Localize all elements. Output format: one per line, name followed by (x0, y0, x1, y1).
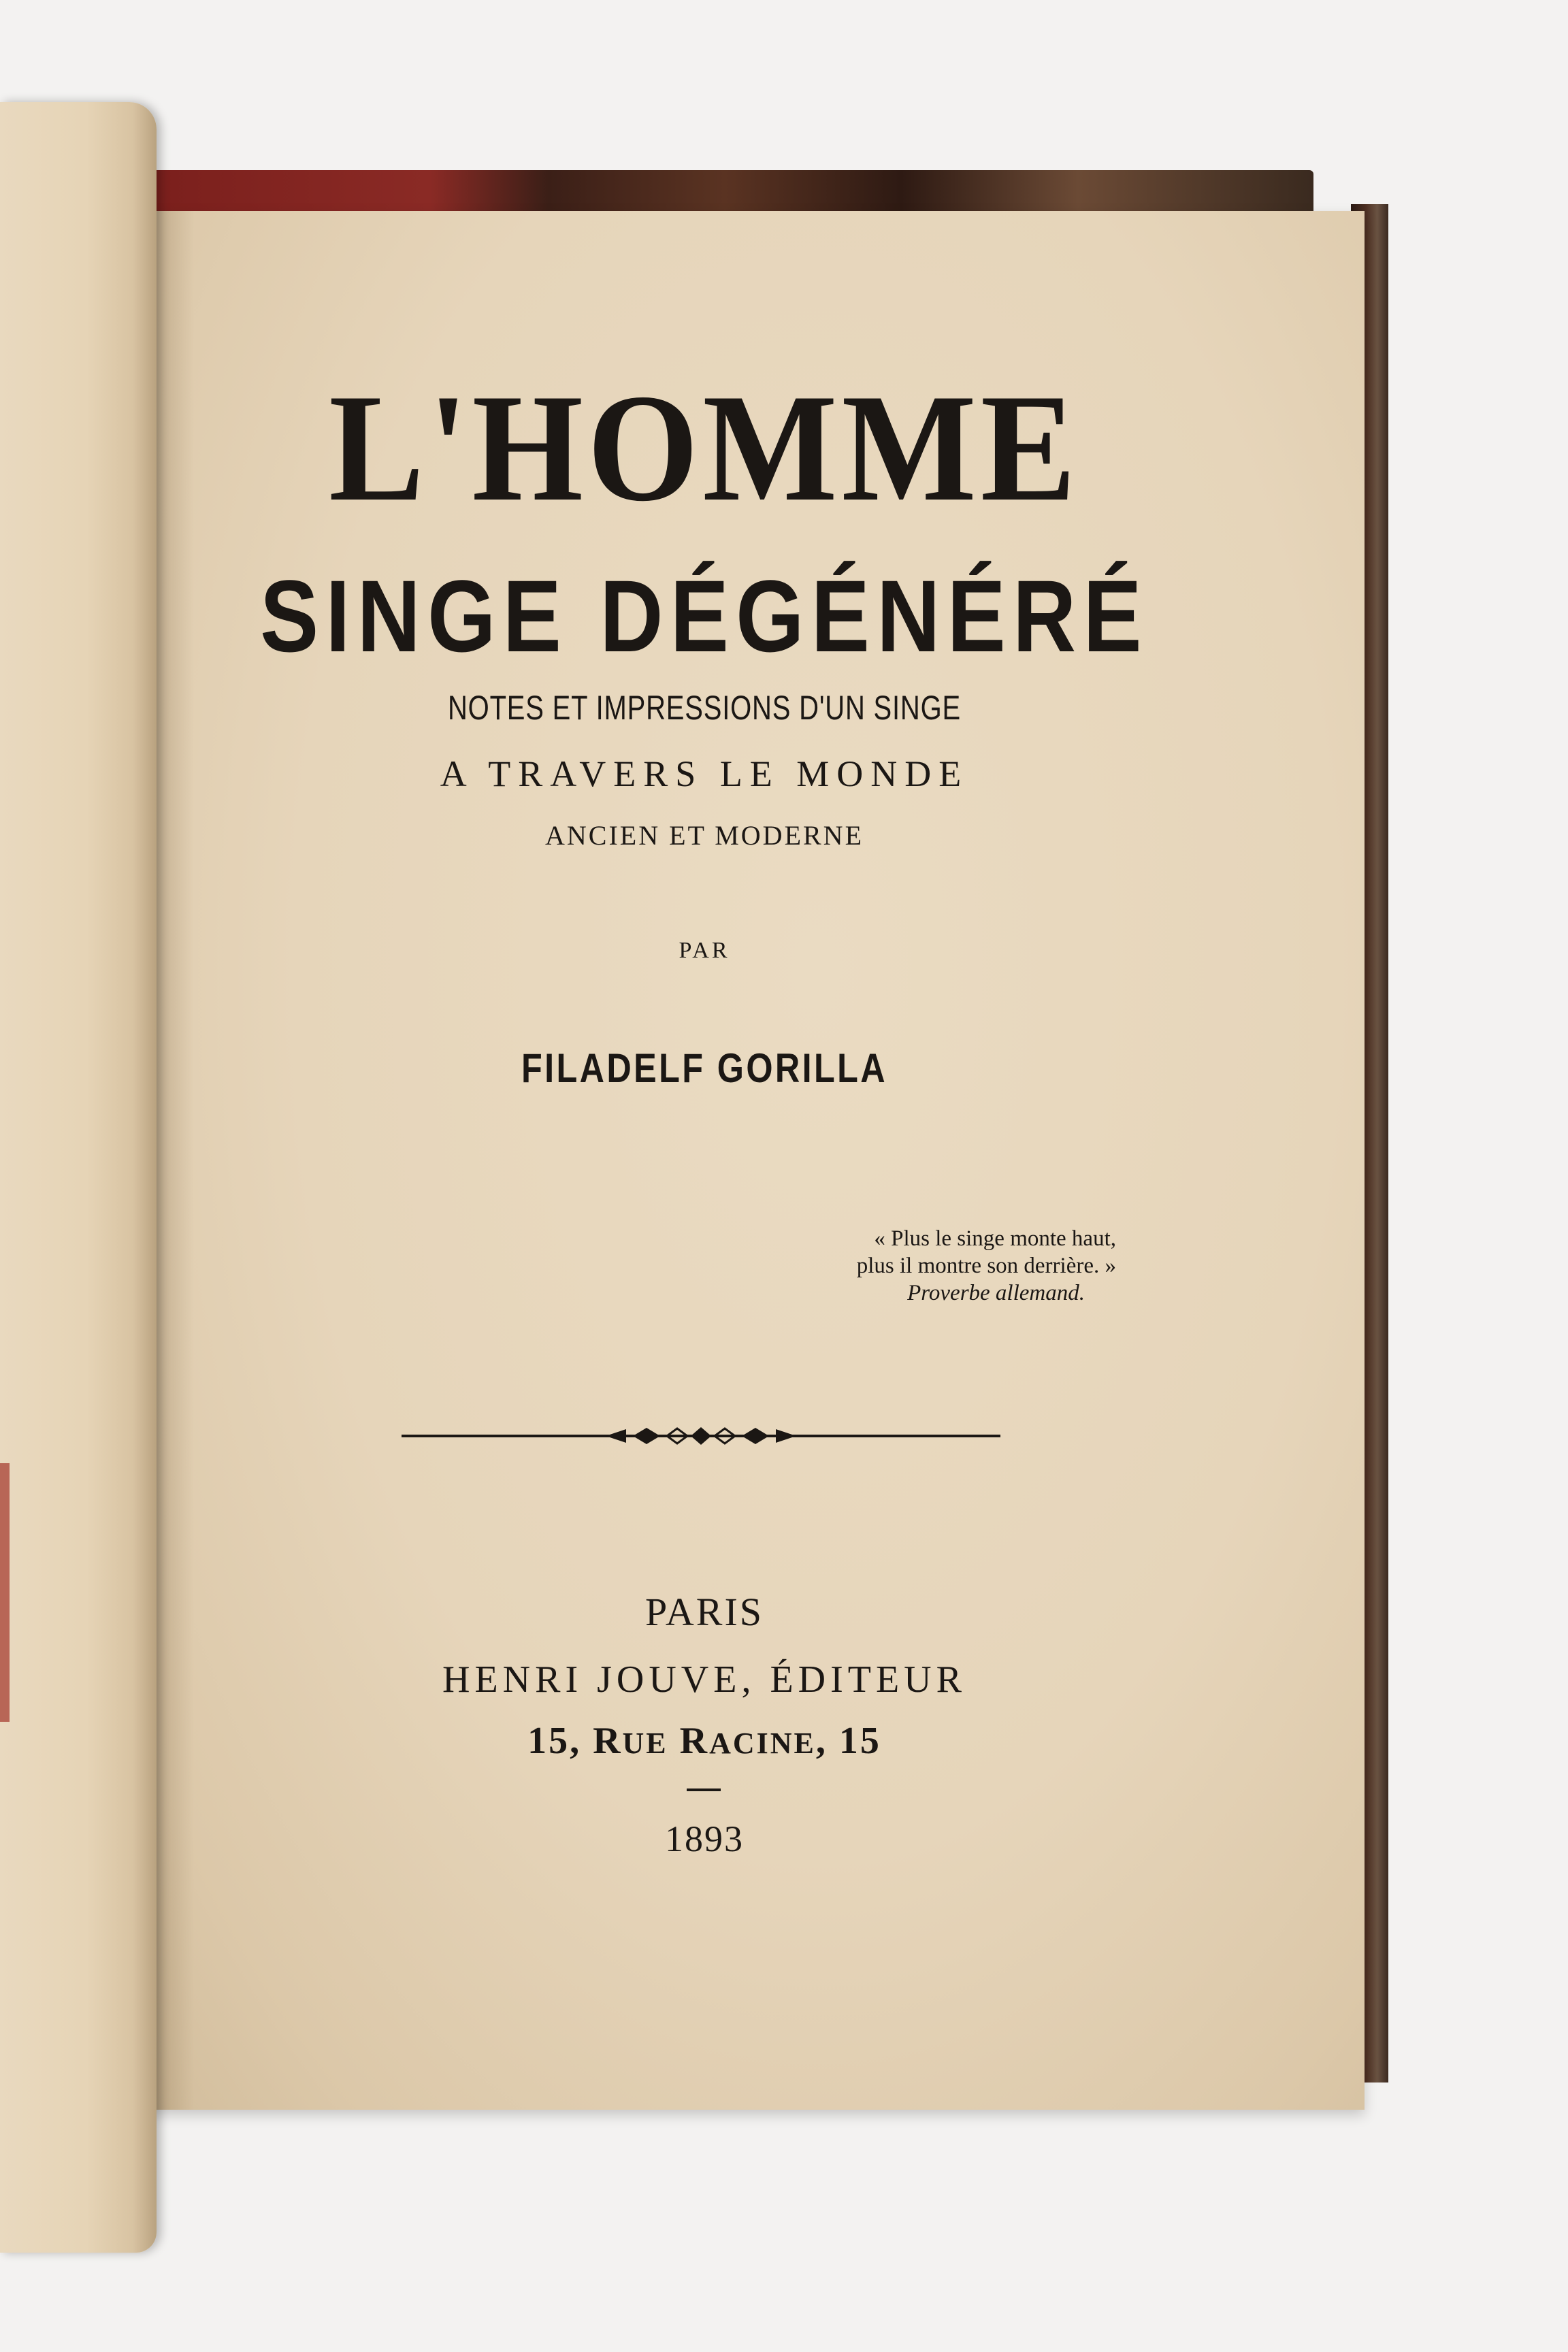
facing-page-curl (0, 102, 157, 2253)
imprint-address (146, 1722, 1262, 1763)
address-r: R (593, 1720, 623, 1762)
byline-par: PAR (679, 938, 730, 963)
epigraph-line-2: plus il montre son derrière. » (856, 1254, 1116, 1278)
subtitle-line-1: NOTES ET IMPRESSIONS D'UN SINGE (447, 689, 962, 727)
author-name: FILADELF GORILLA (521, 1045, 888, 1091)
address-number-start: 15, (527, 1720, 593, 1762)
subtitle-line-3: ANCIEN ET MODERNE (544, 820, 864, 851)
subtitle-line-2: A TRAVERS LE MONDE (440, 753, 969, 794)
address-number-end: , 15 (815, 1720, 881, 1762)
epigraph-source: Proverbe allemand. (907, 1281, 1085, 1305)
facing-page-red-edge (0, 1463, 10, 1722)
ornamental-rule (402, 1419, 1000, 1453)
address-ue: UE (622, 1727, 668, 1760)
title-line-1: L'HOMME (329, 363, 1080, 534)
imprint-publisher: HENRI JOUVE, ÉDITEUR (442, 1659, 966, 1701)
address-r2: R (668, 1720, 710, 1762)
address-acine: ACINE (709, 1727, 816, 1760)
title-line-2: SINGE DÉGÉNÉRÉ (260, 559, 1149, 673)
imprint-city: PARIS (644, 1590, 764, 1634)
epigraph (735, 1225, 1116, 1307)
imprint-year: 1893 (665, 1818, 744, 1859)
epigraph-line-1: « Plus le singe monte haut, (874, 1226, 1116, 1251)
imprint-dash (687, 1788, 721, 1791)
